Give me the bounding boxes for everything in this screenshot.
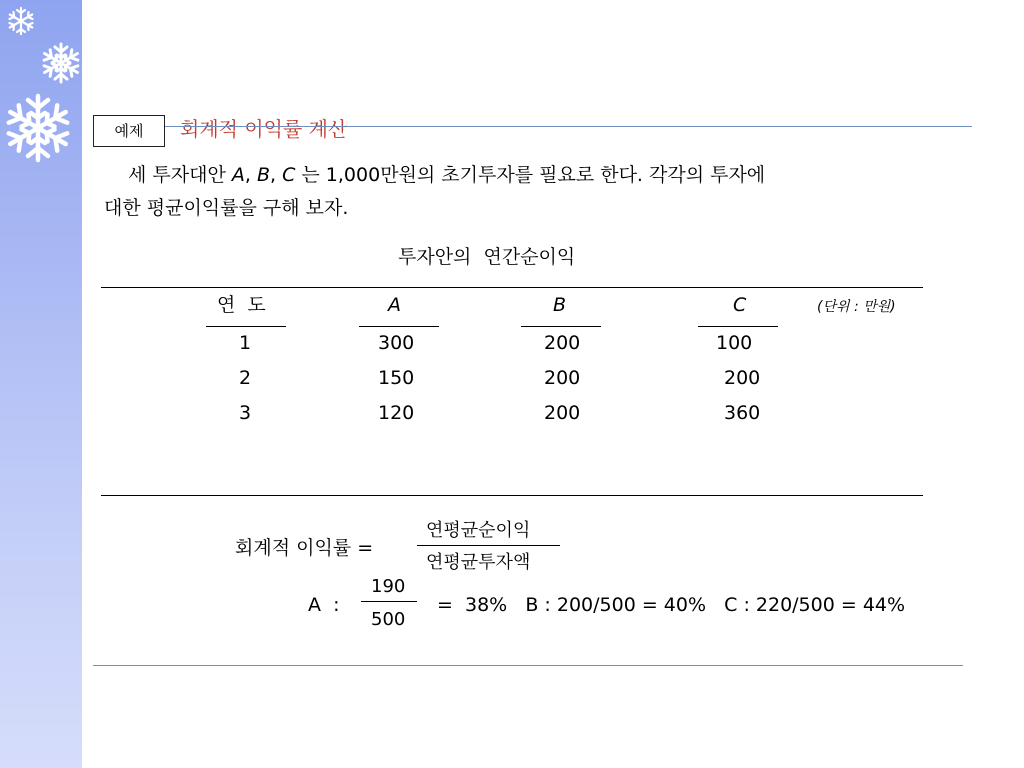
header-c: C (733, 294, 747, 316)
footer-rule (93, 665, 963, 666)
table-cell: 100 (716, 332, 753, 354)
example-label-box: 예제 (93, 115, 165, 147)
table-cell: 300 (378, 332, 415, 354)
formula-numerator: 연평균순이익 (426, 520, 531, 541)
formula-label: 회계적 이익률 = (235, 537, 374, 559)
snowflake-icon (6, 6, 36, 36)
table-cell: 3 (239, 402, 252, 424)
snowflake-icon (4, 92, 72, 164)
calc-denominator: 500 (371, 609, 406, 630)
header-a: A (388, 294, 401, 316)
sidebar-decoration (0, 0, 82, 768)
unit-note: (단위 : 만원) (817, 299, 896, 315)
slide-title: 회계적 이익률 계산 (180, 117, 348, 141)
intro-line-2: 대한 평균이익률을 구해 보자. (104, 197, 349, 219)
table-bottom-rule (101, 495, 923, 496)
calc-numerator: 190 (371, 576, 406, 597)
intro-line-1: 세 투자대안 A, B, C 는 1,000만원의 초기투자를 필요로 한다. 각각의 투자에 (128, 164, 766, 186)
table-cell: 150 (378, 367, 415, 389)
table-top-rule (101, 287, 923, 288)
table-cell: 200 (724, 367, 761, 389)
table-cell: 2 (239, 367, 252, 389)
table-cell: 200 (544, 332, 581, 354)
calc-result: = 38% B : 200/500 = 40% C : 220/500 = 44% (437, 594, 906, 616)
table-cell: 360 (724, 402, 761, 424)
table-cell: 200 (544, 402, 581, 424)
table-caption: 투자안의 연간순이익 (398, 246, 576, 268)
formula-fraction-bar (417, 545, 560, 546)
header-underline (698, 326, 778, 327)
header-underline (206, 326, 286, 327)
title-underline (165, 126, 972, 127)
snowflake-icon (40, 42, 82, 84)
table-cell: 200 (544, 367, 581, 389)
header-b: B (553, 294, 567, 316)
table-cell: 120 (378, 402, 415, 424)
calc-fraction-bar (361, 601, 417, 602)
header-underline (521, 326, 601, 327)
table-cell: 1 (239, 332, 252, 354)
calc-label-a: A : (308, 594, 340, 616)
header-underline (359, 326, 439, 327)
header-year: 연 도 (217, 294, 266, 316)
formula-denominator: 연평균투자액 (426, 552, 531, 573)
